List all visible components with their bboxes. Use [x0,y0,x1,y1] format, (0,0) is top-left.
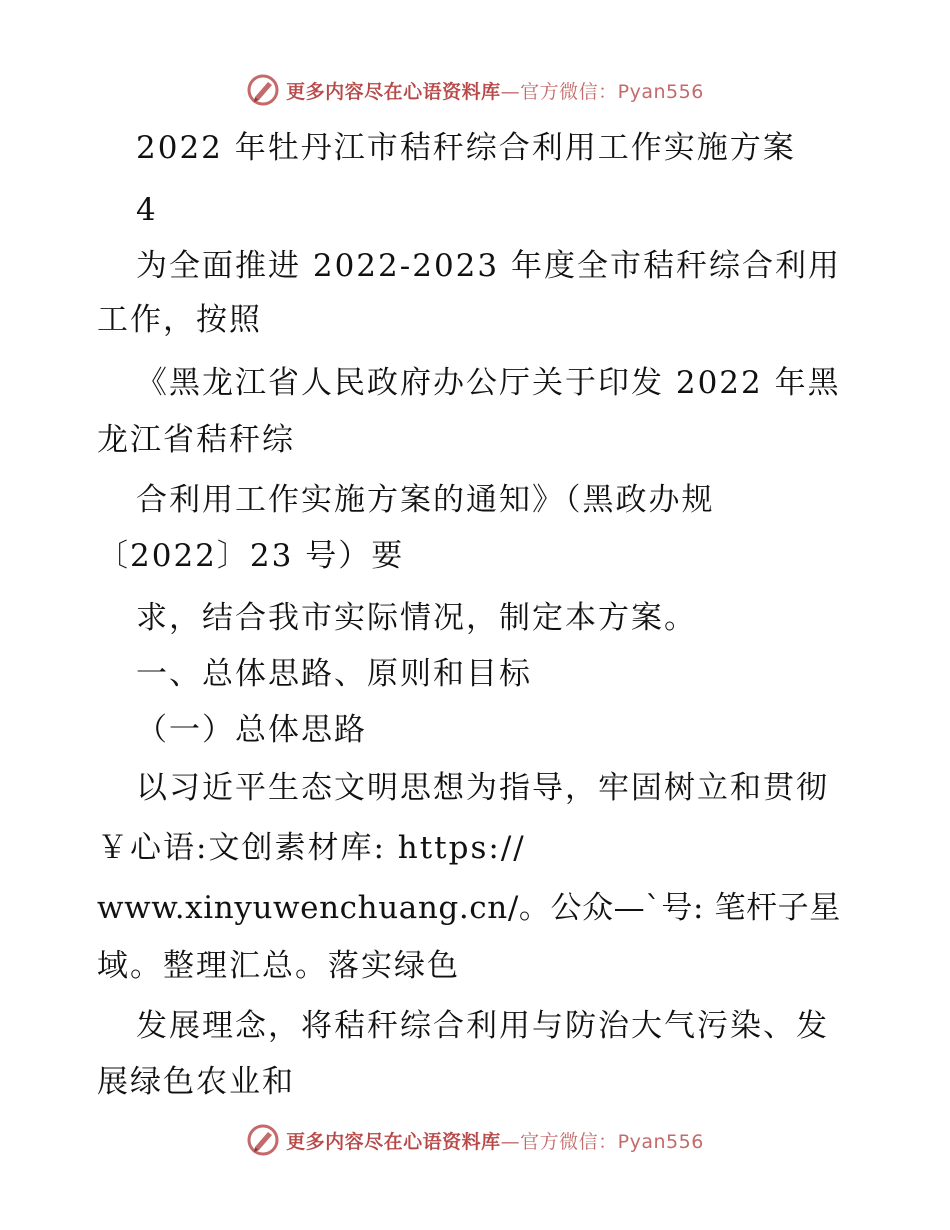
header-dash: — [500,80,521,103]
header-banner-text [286,77,704,104]
pen-logo-icon [246,1123,280,1157]
doc-line: 域。整理汇总。落实绿色 [97,948,460,984]
pen-logo-icon [246,73,280,107]
header-wechat-text: 官方微信：Pyan556 [520,80,704,103]
footer-banner-text [286,1127,704,1154]
header-site-text: 更多内容尽在心语资料库 [286,80,501,103]
doc-line: 展绿色农业和 [97,1064,295,1100]
doc-line: 求，结合我市实际情况，制定本方案。 [136,600,697,636]
section-heading: 一、总体思路、原则和目标 [136,656,532,692]
doc-line: ￥心语:文创素材库: https:// [97,830,526,866]
doc-line: 龙江省秸秆综 [97,422,295,458]
footer-wechat-text: 官方微信：Pyan556 [520,1130,704,1153]
doc-line: 发展理念，将秸秆综合利用与防治大气污染、发 [136,1008,829,1044]
doc-line: 以习近平生态文明思想为指导，牢固树立和贯彻 [136,770,829,806]
footer-dash: — [500,1130,521,1153]
footer-site-text: 更多内容尽在心语资料库 [286,1130,501,1153]
header-banner [0,70,950,110]
doc-line: 〔2022〕23 号）要 [97,538,405,574]
doc-line: 合利用工作实施方案的通知》（黑政办规 [136,482,715,518]
footer-banner [0,1120,950,1160]
doc-line: 《黑龙江省人民政府办公厅关于印发 2022 年黑 [136,365,841,401]
doc-line: www.xinyuwenchuang.cn/。公众—`号: 笔杆子星 [97,890,841,926]
doc-title-line: 2022 年牡丹江市秸秆综合利用工作实施方案 [136,130,796,166]
subsection-heading: （一）总体思路 [136,712,367,748]
doc-line: 工作，按照 [97,302,262,338]
doc-line: 为全面推进 2022-2023 年度全市秸秆综合利用 [136,248,841,284]
doc-line: 4 [136,192,158,228]
